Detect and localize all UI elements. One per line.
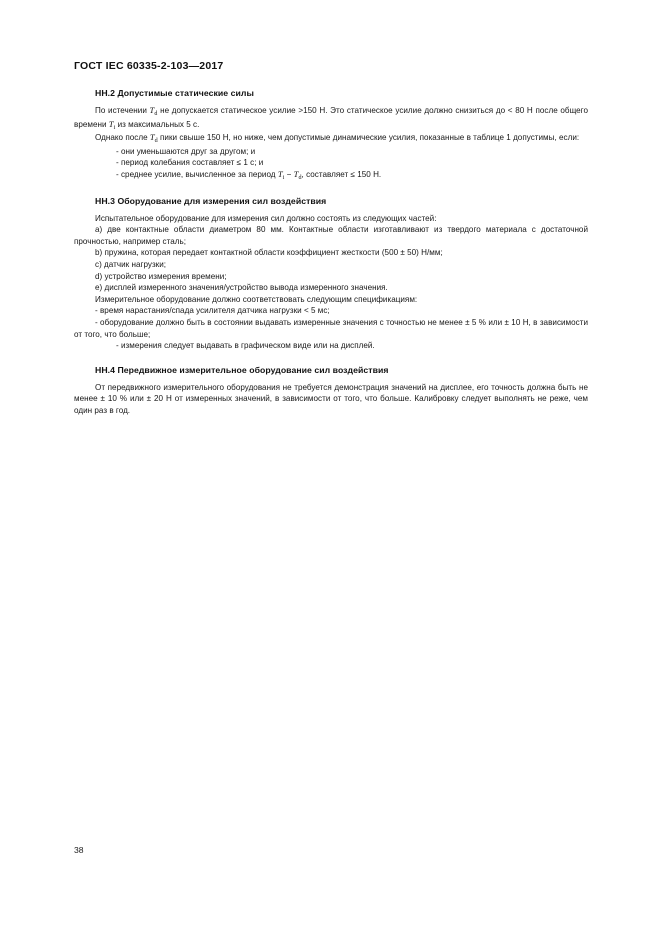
section-heading-hh-2: НН.2 Допустимые статические силы: [95, 88, 254, 98]
paragraph: c) датчик нагрузки;: [95, 259, 167, 269]
math-variable: $T_d$: [149, 132, 158, 145]
paragraph: e) дисплей измеренного значения/устройство вывода измеренного значения.: [95, 283, 388, 293]
paragraph: - среднее усилие, вычисленное за период $T_i - T_d$, составляет ≤ 150 Н.: [116, 168, 382, 181]
paragraph: - время нарастания/спада усилителя датчика нагрузки < 5 мс;: [95, 306, 330, 316]
paragraph: - оборудование должно быть в состоянии выдавать измеренные значения с точностью не менее ± 5 % или ± 10 Н, в зависимости от того, что больше;: [74, 317, 588, 339]
math-variable: $T_d$: [293, 168, 302, 181]
paragraph: От передвижного измерительного оборудования не требуется демонстрация значений на дисплее, его точность должна быть не менее ± 10 % или ± 20 Н от измеренных значений, в зависимости от того, что больше. Калибровку следует выполнять не реже, чем один раз в год.: [74, 382, 588, 415]
math-subscript: i: [113, 124, 116, 131]
paragraph: - период колебания составляет ≤ 1 с; и: [116, 158, 264, 168]
section-heading-hh-4: НН.4 Передвижное измерительное оборудование сил воздействия: [95, 364, 389, 375]
page-number: 38: [74, 845, 84, 855]
math-variable: $T_i$: [277, 168, 285, 181]
paragraph: По истечении $T_d$ не допускается статическое усилие >150 Н. Это статическое усилие должно снизиться до < 80 Н после общего времени $T_i$ из максимальных 5 с.: [74, 105, 588, 131]
paragraph: b) пружина, которая передает контактной области коэффициент жесткости (500 ± 50) Н/мм;: [95, 248, 443, 258]
math-subscript: d: [298, 174, 302, 181]
paragraph: - они уменьшаются друг за другом; и: [116, 146, 256, 156]
paragraph: d) устройство измерения времени;: [95, 271, 227, 281]
paragraph: - измерения следует выдавать в графическом виде или на дисплей.: [116, 341, 375, 351]
document-header-standard-number: ГОСТ IEC 60335-2-103—2017: [74, 60, 224, 72]
math-variable: $T_d$: [149, 105, 158, 117]
paragraph: Измерительное оборудование должно соответствовать следующим спецификациям:: [95, 294, 418, 304]
paragraph: Испытательное оборудование для измерения сил должно состоять из следующих частей:: [95, 213, 437, 223]
section-heading-hh-3: НН.3 Оборудование для измерения сил воздействия: [95, 195, 327, 206]
document-body: [74, 88, 588, 416]
math-subscript: i: [282, 174, 285, 181]
paragraph: Однако после $T_d$ пики свыше 150 Н, но ниже, чем допустимые динамические усилия, показанные в таблице 1 допустимы, если:: [95, 132, 580, 145]
math-subscript: d: [154, 138, 158, 145]
math-variable: $T_i$: [108, 118, 116, 131]
paragraph: a) две контактные области диаметром 80 мм. Контактные области изготавливают из твердого материала с достаточной прочностью, например сталь;: [74, 225, 588, 246]
math-subscript: d: [154, 111, 158, 117]
